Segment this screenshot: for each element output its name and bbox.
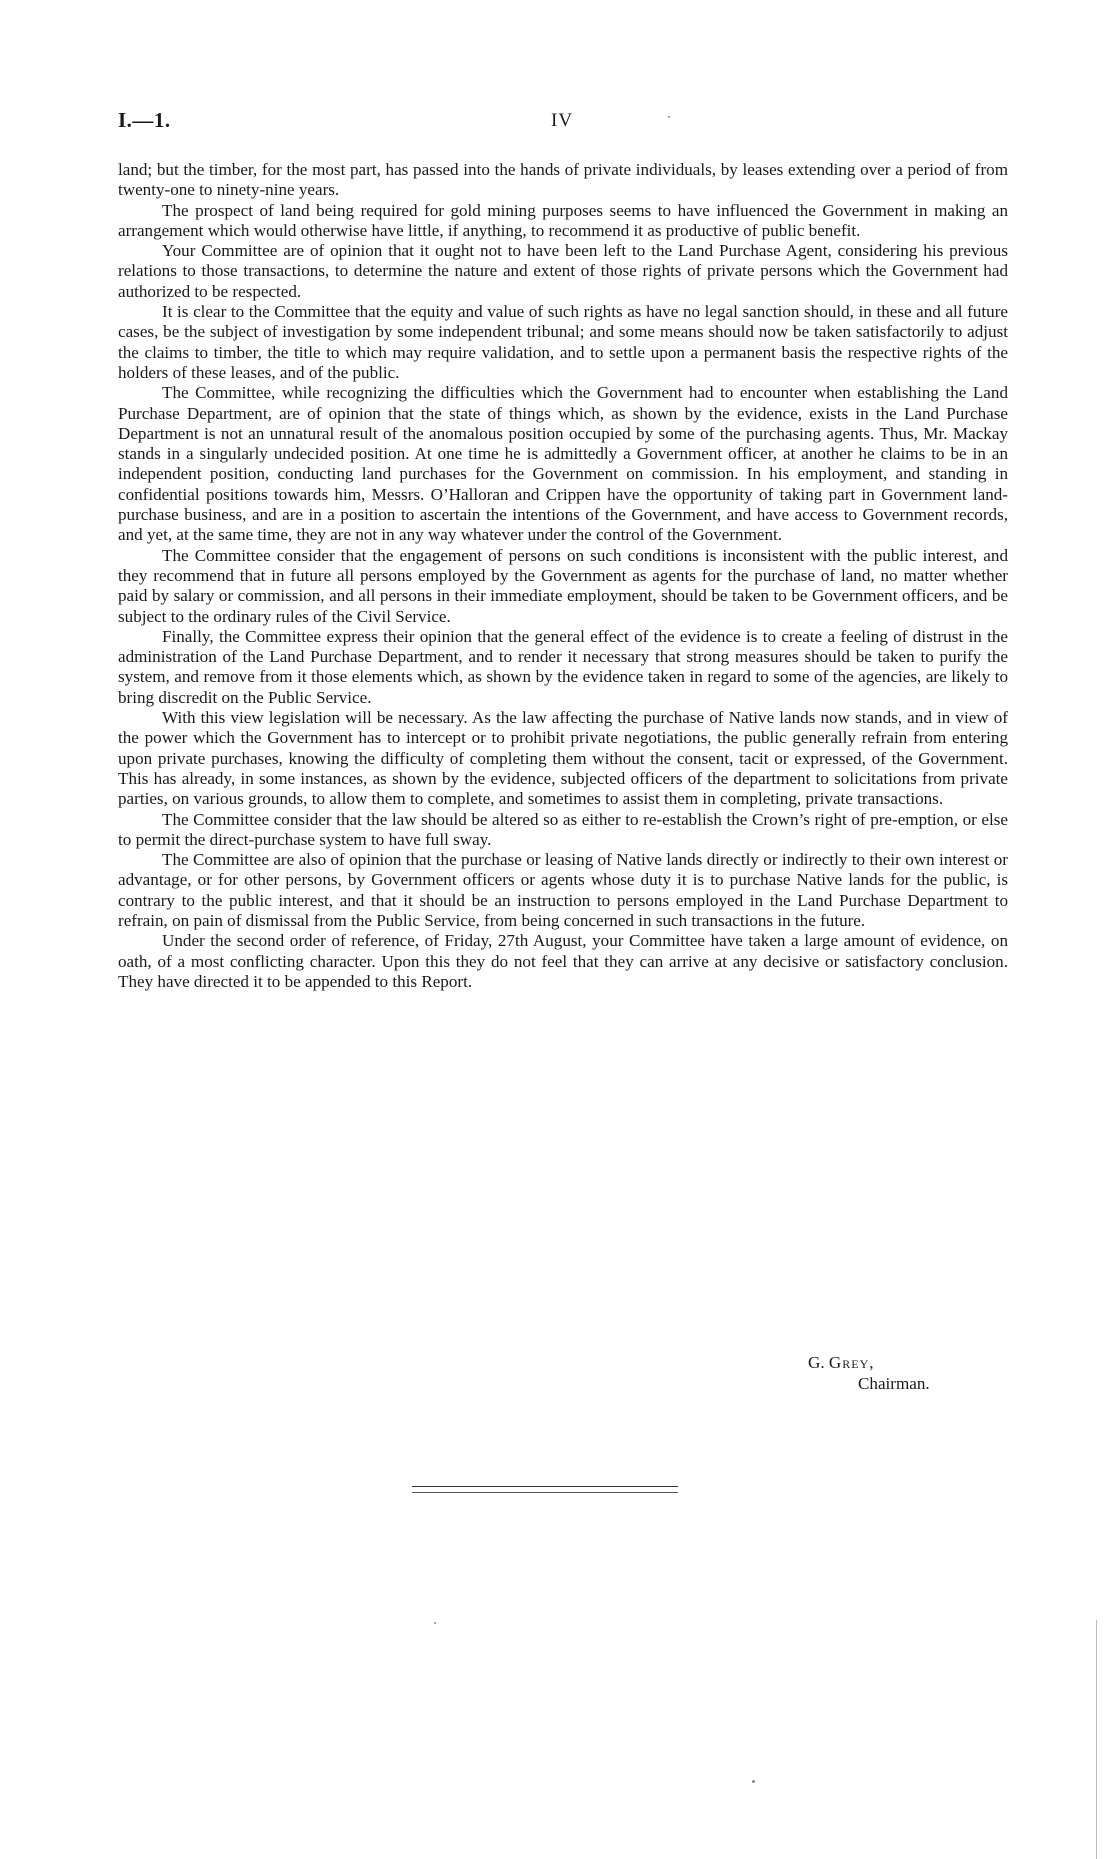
paragraph-2: The prospect of land being required for gold mining purposes seems to have influenced the Government in making an arrangement which would otherwise have little, if anything, to recommend it as productive of public benefit. xyxy=(118,200,1008,240)
paragraph-6: The Committee consider that the engagement of persons on such conditions is inconsistent with the public interest, and they recommend that in future all persons employed by the Government as agents for the purchase of land, no matter whether paid by salary or commission, and all persons in their immediate employment, should be taken to be Government officers, and be subject to the ordinary rules of the Civil Service. xyxy=(118,545,1008,626)
paragraph-10: The Committee are also of opinion that the purchase or leasing of Native lands directly or indirectly to their own interest or advantage, or for other persons, by Government officers or agents whose duty it is to purchase Native lands for the public, is contrary to the public interest, and that it should be an instruction to persons employed in the Land Purchase Department to refrain, on pain of dismissal from the Public Service, from being concerned in such transactions in the future. xyxy=(118,850,1008,930)
scan-speck xyxy=(668,116,670,118)
document-reference: I.—1. xyxy=(118,108,171,132)
scan-speck xyxy=(752,1780,755,1783)
scan-speck xyxy=(434,1622,436,1624)
paragraph-5: The Committee, while recognizing the difficulties which the Government had to encounter when establishing the Land Purchase Department, are of opinion that the state of things which, as shown by the evidence, exists in the Land Purchase Department is not an unnatural result of the anomalous position occupied by some of the purchasing agents. Thus, Mr. Mackay stands in a singularly undecided position. At one time he is admittedly a Government officer, at another he claims to be in an independent position, conducting land purchases for the Government on commission. In his employment, and standing in confidential positions towards him, Messrs. O’Halloran and Crippen have the opportunity of taking part in Government land-purchase business, and are in a position to ascertain the intentions of the Government, and have access to Government records, and yet, at the same time, they are not in any way whatever under the control of the Government. xyxy=(118,383,1008,545)
signatory-name xyxy=(808,1352,1008,1373)
paragraph-9: The Committee consider that the law should be altered so as either to re-establish the Crown’s right of pre-emption, or else to permit the direct-purchase system to have full sway. xyxy=(118,809,1008,849)
signatory-initial: G. xyxy=(808,1353,829,1372)
paragraph-7: Finally, the Committee express their opinion that the general effect of the evidence is to create a feeling of distrust in the administration of the Land Purchase Department, and to render it necessary that strong measures should be taken to purify the system, and remove from it those elements which, as shown by the evidence taken in regard to some of the agencies, are likely to bring discredit on the Public Service. xyxy=(118,626,1008,707)
report-body xyxy=(118,160,1008,992)
page-header xyxy=(118,108,1008,138)
page-number: IV xyxy=(551,110,574,131)
paragraph-1: land; but the timber, for the most part, has passed into the hands of private individuals, by leases extending over a period of from twenty-one to ninety-nine years. xyxy=(118,160,1008,200)
paragraph-4: It is clear to the Committee that the equity and value of such rights as have no legal sanction should, in these and all future cases, be the subject of investigation by some independent tribunal; and some means should now be taken satisfactorily to adjust the claims to timber, the title to which may require validation, and to settle upon a permanent basis the respective rights of the holders of these leases, and of the public. xyxy=(118,302,1008,382)
signature-block xyxy=(808,1352,1008,1394)
paragraph-11: Under the second order of reference, of Friday, 27th August, your Committee have taken a large amount of evidence, on oath, of a most conflicting character. Upon this they do not feel that they can arrive at any decisive or satisfactory conclusion. They have directed it to be appended to this Report. xyxy=(118,931,1008,991)
signatory-title: Chairman. xyxy=(858,1374,930,1393)
paragraph-3: Your Committee are of opinion that it ought not to have been left to the Land Purchase Agent, considering his previous relations to those transactions, to determine the nature and extent of those rights of private persons which the Government had authorized to be respected. xyxy=(118,241,1008,301)
end-rule-divider xyxy=(412,1486,678,1493)
paragraph-8: With this view legislation will be necessary. As the law affecting the purchase of Native lands now stands, and in view of the power which the Government has to intercept or to prohibit private negotiations, the public generally refrain from entering upon private purchases, knowing the difficulty of completing them without the consent, tacit or expressed, of the Government. This has already, in some instances, as shown by the evidence, subjected officers of the department to solicitations from private parties, on various grounds, to allow them to complete, and sometimes to assist them in completing, private transactions. xyxy=(118,708,1008,809)
signatory-surname: Grey, xyxy=(828,1353,875,1372)
scan-margin-line xyxy=(1096,1620,1097,1859)
